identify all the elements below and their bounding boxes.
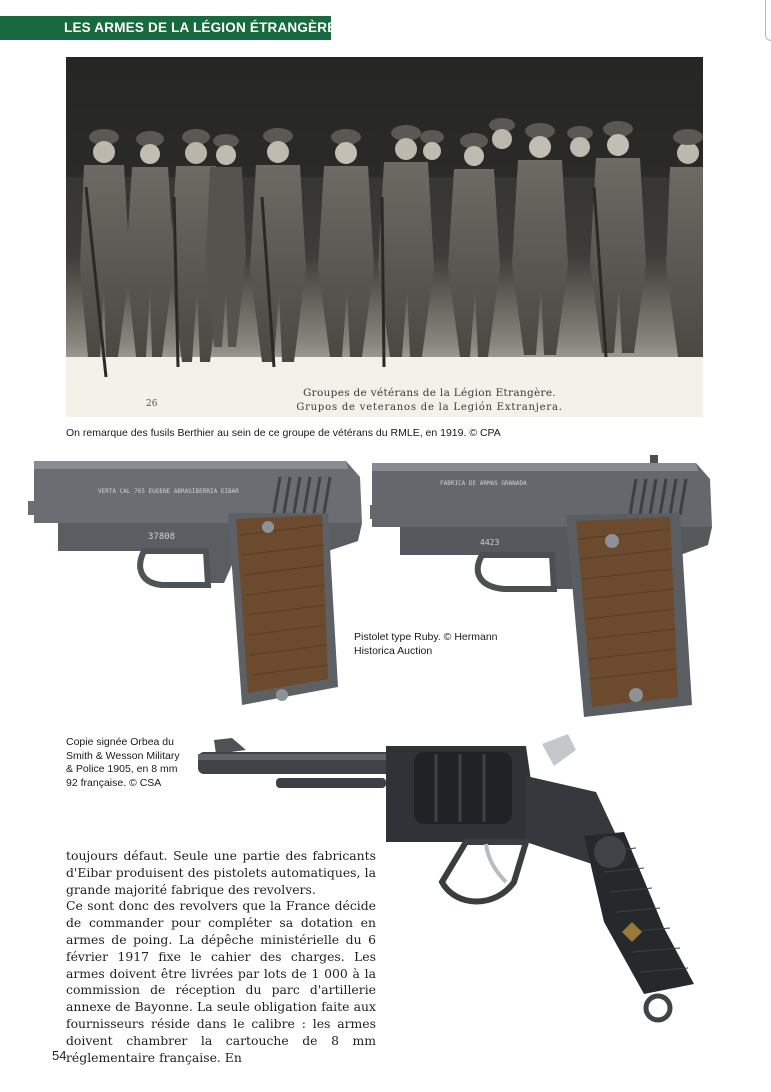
- veterans-photo: [66, 57, 703, 417]
- section-title-band: [0, 16, 337, 40]
- photo-caption-french: Groupes de vétérans de la Légion Etrangère.: [302, 387, 557, 399]
- pistol-left-slide-engraving: VERTA CAL 765 EUGENE ABRASIBERRIA EIBAR: [98, 488, 239, 495]
- body-paragraph-2: Ce sont donc des revolvers que la France décide de commander pour compléter sa dotation en armes de poing. La dépêche ministérielle du 6 février 1917 fixe le cahier des charges. Les armes doivent être livrées par lots de 1 000 à la commission de réception du parc d'artillerie annexe de Bayonne. La seule obligation faite aux fournisseurs réside dans le calibre : les armes doivent chambrer la cartouche de 8 mm réglementaire française. En: [66, 898, 376, 1065]
- veterans-photo-illustration: [66, 57, 703, 417]
- pistol-left-illustration: [28, 455, 364, 717]
- page-number: 54: [52, 1048, 67, 1063]
- photo-page-reference: 26: [146, 399, 158, 409]
- photo-inset-caption: [66, 387, 703, 413]
- pistol-left-image: [28, 455, 364, 717]
- photo-caption: On remarque des fusils Berthier au sein de ce groupe de vétérans du RMLE, en 1919. © CPA: [66, 427, 501, 439]
- pistol-right-image: [370, 455, 715, 725]
- pistol-right-illustration: [370, 455, 715, 725]
- pistol-right-slide-engraving: FABRICA DE ARMAS GRANADA: [440, 480, 527, 487]
- orbea-caption: Copie signée Orbea du Smith & Wesson Military & Police 1905, en 8 mm 92 française. © CSA: [66, 736, 180, 789]
- section-title: LES ARMES DE LA LÉGION ÉTRANGÈRE: [64, 20, 337, 35]
- ruby-caption: Pistolet type Ruby. © Hermann Historica Auction: [354, 631, 498, 657]
- pistol-right-serial: 4423: [480, 538, 500, 547]
- page-corner-mark: [765, 0, 771, 41]
- body-paragraph-1: toujours défaut. Seule une partie des fabricants d'Eibar produisent des pistolets automatiques, la grande majorité fabrique des revolvers.: [66, 848, 376, 897]
- photo-caption-spanish: Grupos de veteranos de la Legión Extranjera.: [296, 402, 563, 413]
- body-text: [66, 848, 376, 1066]
- pistol-left-serial: 37808: [148, 532, 176, 542]
